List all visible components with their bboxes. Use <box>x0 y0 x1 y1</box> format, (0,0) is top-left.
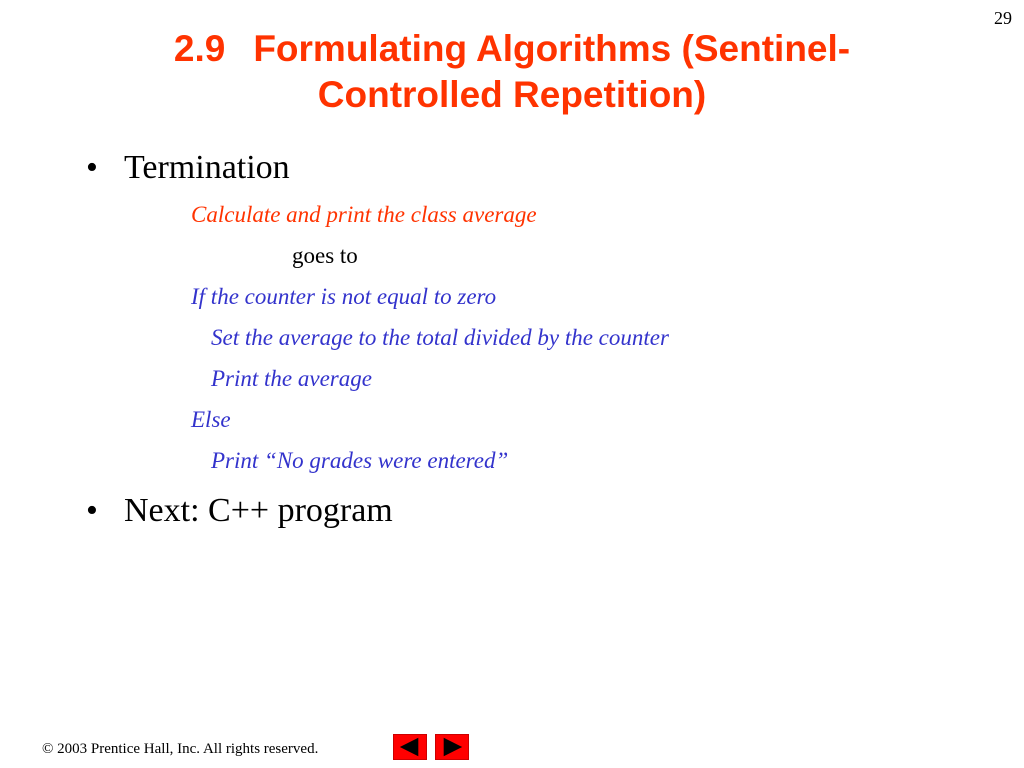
section-number: 2.9 <box>173 28 226 69</box>
bullet-icon: • <box>86 492 98 529</box>
left-arrow-icon <box>394 735 426 759</box>
pseudocode-line-if: If the counter is not equal to zero <box>191 284 497 309</box>
next-slide-button[interactable] <box>435 734 469 760</box>
connector-text: goes to <box>292 243 358 268</box>
original-pseudocode: Calculate and print the class average <box>191 202 537 227</box>
copyright-footer: © 2003 Prentice Hall, Inc. All rights reserved. <box>42 741 319 757</box>
bullet-icon: • <box>86 149 98 186</box>
pseudocode-line-else: Else <box>191 407 231 432</box>
pseudocode-line-print-average: Print the average <box>211 366 372 391</box>
bullet-text: Termination <box>124 149 290 186</box>
previous-slide-button[interactable] <box>393 734 427 760</box>
title-text-1: Formulating Algorithms (Sentinel- <box>253 28 851 69</box>
right-arrow-icon <box>436 735 468 759</box>
bullet-item-next <box>86 491 393 531</box>
slide-title <box>60 26 964 118</box>
title-line-1 <box>60 26 964 72</box>
page-number: 29 <box>994 8 1012 28</box>
bullet-text: Next: C++ program <box>124 492 393 529</box>
pseudocode-line-print-no-grades: Print “No grades were entered” <box>211 448 509 473</box>
title-line-2: Controlled Repetition) <box>317 74 707 115</box>
pseudocode-line-set-average: Set the average to the total divided by the counter <box>211 325 669 350</box>
bullet-item-termination <box>86 148 290 188</box>
